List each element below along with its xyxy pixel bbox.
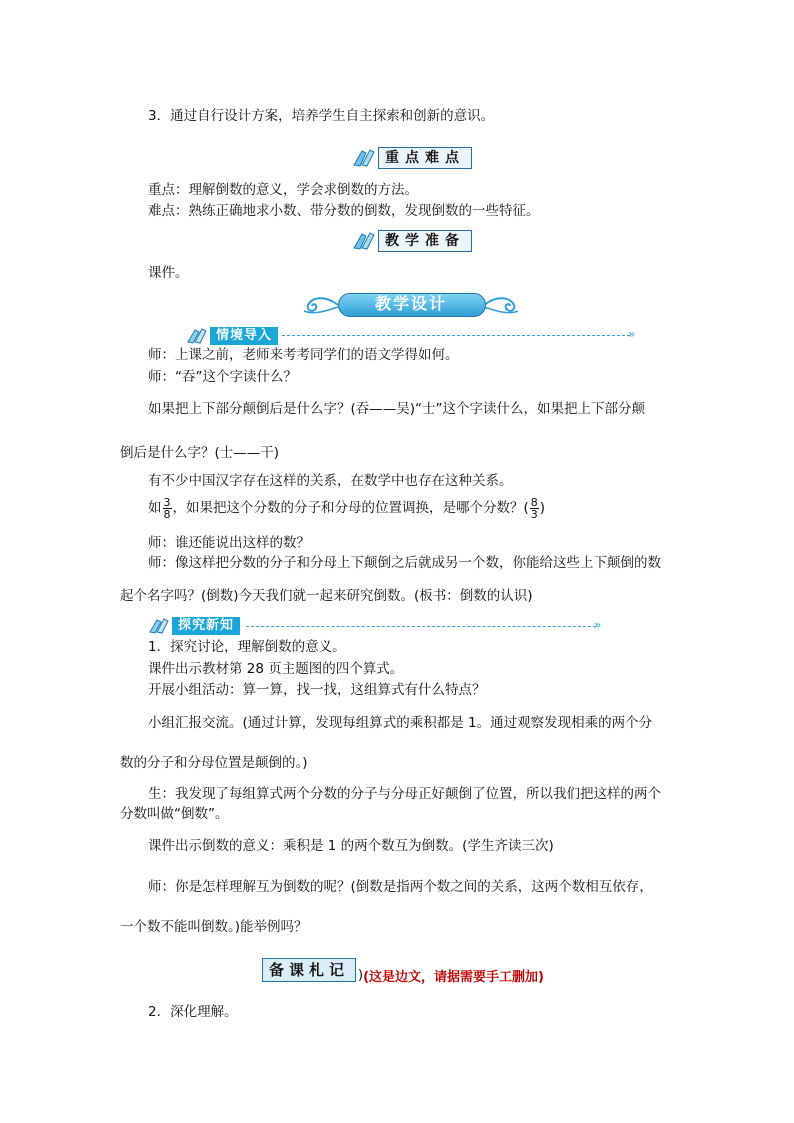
- lesson-notes-label: 备课札记: [262, 958, 356, 982]
- key-points-label: 重点难点: [378, 147, 472, 169]
- fraction-8-3: $\frac{8}{3}$: [530, 495, 538, 521]
- lesson-notes-header: [262, 957, 544, 983]
- explore-line-10: 一个数不能叫倒数。)能举例吗？: [120, 919, 308, 935]
- intro-line-6-mid: ，如果把这个分数的分子和分母的位置调换，是哪个分数？(: [172, 500, 529, 516]
- notes-prefix: ): [358, 967, 364, 983]
- difficult-text: 难点：熟练正确地求小数、带分数的倒数，发现倒数的一些特征。: [148, 203, 540, 219]
- deepen-text: 2．深化理解。: [148, 1004, 238, 1020]
- preparation-label: 教学准备: [378, 230, 472, 252]
- design-title: 教学设计: [374, 294, 447, 313]
- intro-label: 情境导入: [210, 327, 278, 345]
- goal-3-text: 3．通过自行设计方案，培养学生自主探索和创新的意识。: [148, 108, 495, 124]
- intro-line-8: 师：像这样把分数的分子和分母上下颠倒之后就成另一个数，你能给这些上下颠倒的数: [148, 555, 661, 571]
- book-icon: [352, 230, 378, 252]
- fraction-3-8: $\frac{3}{8}$: [163, 495, 171, 521]
- intro-line-4: 倒后是什么字？(士——干): [120, 445, 280, 461]
- book-icon: [186, 326, 210, 346]
- book-icon: [148, 616, 172, 636]
- explore-line-5: 数的分子和分母位置是颠倒的。): [120, 755, 308, 771]
- explore-line-3: 开展小组活动：算一算，找一找，这组算式有什么特点？: [148, 682, 486, 698]
- explore-line-6: 生：我发现了每组算式两个分数的分子与分母正好颠倒了位置，所以我们把这样的两个: [148, 786, 661, 802]
- intro-line-6-pre: 如: [148, 500, 162, 516]
- double-chevron-icon: »: [628, 327, 636, 341]
- preparation-header: [352, 230, 472, 252]
- intro-line-5: 有不少中国汉字存在这样的关系，在数学中也存在这种关系。: [148, 473, 513, 489]
- intro-line-6-post: ): [539, 500, 546, 516]
- book-icon: [352, 147, 378, 169]
- key-points-header: [352, 147, 472, 169]
- intro-line-6: [148, 496, 545, 520]
- prep-text: 课件。: [148, 265, 189, 281]
- explore-label: 探究新知: [172, 617, 240, 635]
- intro-line-3: 如果把上下部分颠倒后是什么字？(吞——吴)“士”这个字读什么，如果把上下部分颠: [148, 401, 646, 417]
- explore-line-1: 1．探究讨论，理解倒数的意义。: [148, 639, 346, 655]
- explore-line-4: 小组汇报交流。(通过计算，发现每组算式的乘积都是 1。通过观察发现相乘的两个分: [148, 715, 653, 731]
- explore-tab: [148, 616, 240, 636]
- intro-dash-divider: [282, 335, 630, 336]
- key-text: 重点：理解倒数的意义，学会求倒数的方法。: [148, 182, 418, 198]
- intro-line-2: 师：“吞”这个字读什么？: [148, 369, 297, 385]
- intro-line-9: 起个名字吗？(倒数)今天我们就一起来研究倒数。(板书：倒数的认识): [120, 588, 533, 604]
- double-chevron-icon: »: [594, 618, 602, 632]
- explore-line-7: 分数叫做“倒数”。: [120, 806, 229, 822]
- design-banner: [300, 291, 522, 319]
- explore-line-2: 课件出示教材第 28 页主题图的四个算式。: [148, 661, 404, 677]
- explore-line-9: 师：你是怎样理解互为倒数的呢？(倒数是指两个数之间的关系，这两个数相互依存，: [148, 879, 653, 895]
- intro-line-1: 师：上课之前，老师来考考同学们的语文学得如何。: [148, 347, 459, 363]
- intro-line-7: 师：谁还能说出这样的数？: [148, 535, 310, 551]
- explore-dash-divider: [246, 626, 596, 627]
- notes-remark: (这是边文，请据需要手工删加): [363, 969, 544, 985]
- explore-line-8: 课件出示倒数的意义：乘积是 1 的两个数互为倒数。(学生齐读三次): [148, 838, 554, 854]
- intro-tab: [186, 326, 278, 346]
